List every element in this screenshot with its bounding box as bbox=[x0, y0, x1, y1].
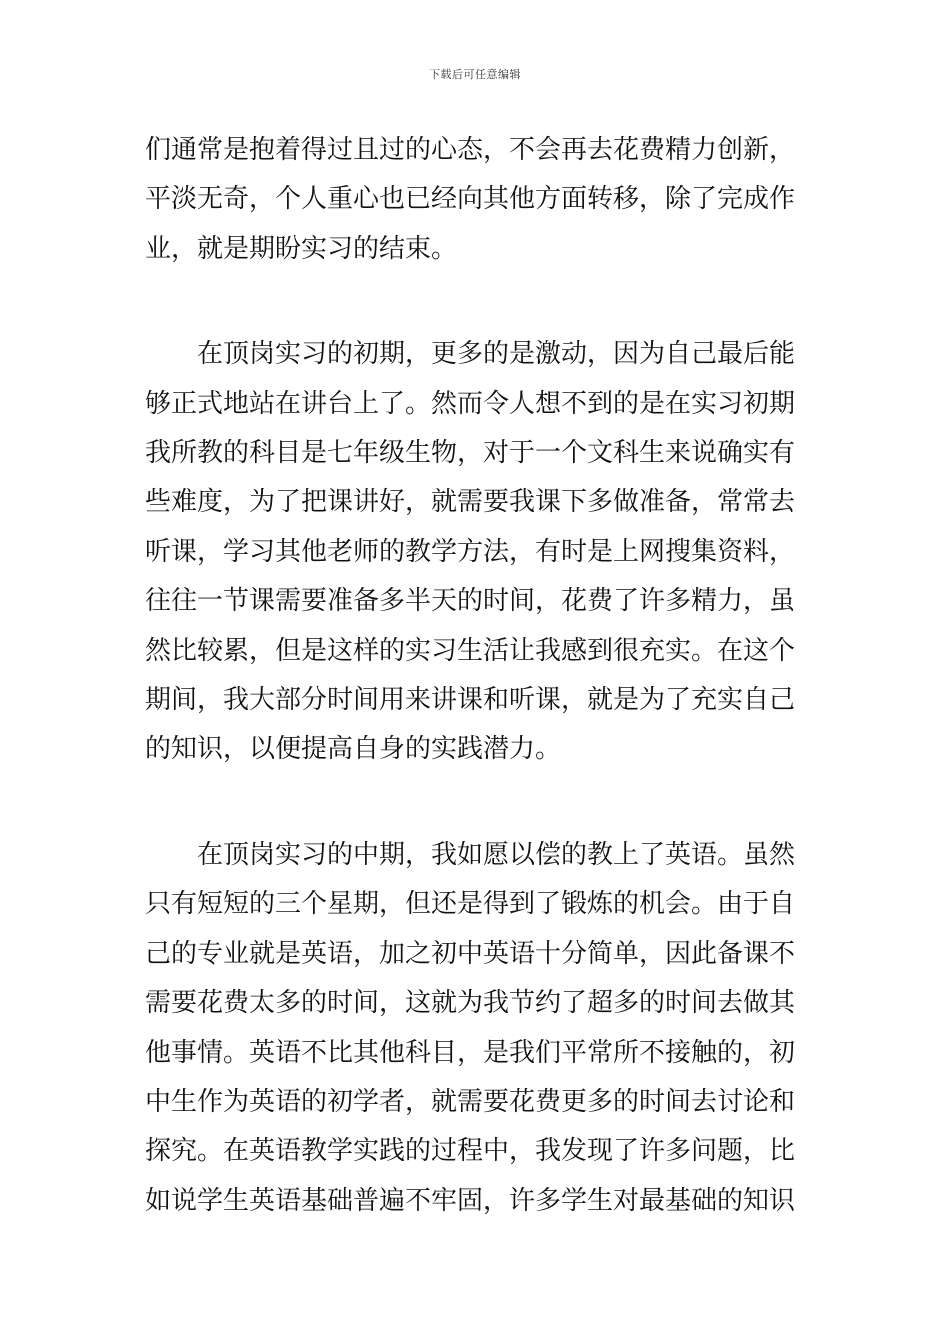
text-line: 听课，学习其他老师的教学方法，有时是上网搜集资料， bbox=[145, 536, 796, 567]
paragraph-1 bbox=[145, 126, 807, 274]
text-line: 在顶岗实习的初期，更多的是激动，因为自己最后能 bbox=[197, 339, 796, 370]
text-line: 己的专业就是英语，加之初中英语十分简单，因此备课不 bbox=[145, 938, 796, 969]
text-line: 我所教的科目是七年级生物，对于一个文科生来说确实有 bbox=[145, 438, 796, 469]
text-line: 然比较累，但是这样的实习生活让我感到很充实。在这个 bbox=[145, 635, 796, 666]
text-line: 们通常是抱着得过且过的心态，不会再去花费精力创新， bbox=[145, 135, 796, 165]
text-line: 需要花费太多的时间，这就为我节约了超多的时间去做其 bbox=[145, 988, 796, 1019]
paragraph-3 bbox=[145, 831, 807, 1226]
text-line: 探究。在英语教学实践的过程中，我发现了许多问题，比 bbox=[145, 1136, 796, 1167]
text-line: 如说学生英语基础普遍不牢固，许多学生对最基础的知识 bbox=[145, 1185, 796, 1216]
page-header: 下载后可任意编辑 bbox=[429, 68, 521, 81]
text-line: 够正式地站在讲台上了。然而令人想不到的是在实习初期 bbox=[145, 388, 796, 419]
text-line: 中生作为英语的初学者，就需要花费更多的时间去讨论和 bbox=[145, 1086, 796, 1117]
text-line: 些难度，为了把课讲好，就需要我课下多做准备，常常去 bbox=[145, 487, 796, 518]
text-line: 平淡无奇，个人重心也已经向其他方面转移，除了完成作 bbox=[145, 184, 796, 215]
document-body bbox=[145, 126, 807, 1282]
text-line: 在顶岗实习的中期，我如愿以偿的教上了英语。虽然 bbox=[197, 839, 796, 870]
text-line: 往往一节课需要准备多半天的时间，花费了许多精力，虽 bbox=[145, 586, 796, 617]
text-line: 他事情。英语不比其他科目，是我们平常所不接触的，初 bbox=[145, 1037, 796, 1068]
text-line: 的知识，以便提高自身的实践潜力。 bbox=[145, 734, 562, 765]
paragraph-2 bbox=[145, 330, 807, 775]
text-line: 期间，我大部分时间用来讲课和听课，就是为了充实自己 bbox=[145, 685, 796, 716]
text-line: 业，就是期盼实习的结束。 bbox=[145, 233, 458, 264]
text-line: 只有短短的三个星期，但还是得到了锻炼的机会。由于自 bbox=[145, 889, 796, 920]
